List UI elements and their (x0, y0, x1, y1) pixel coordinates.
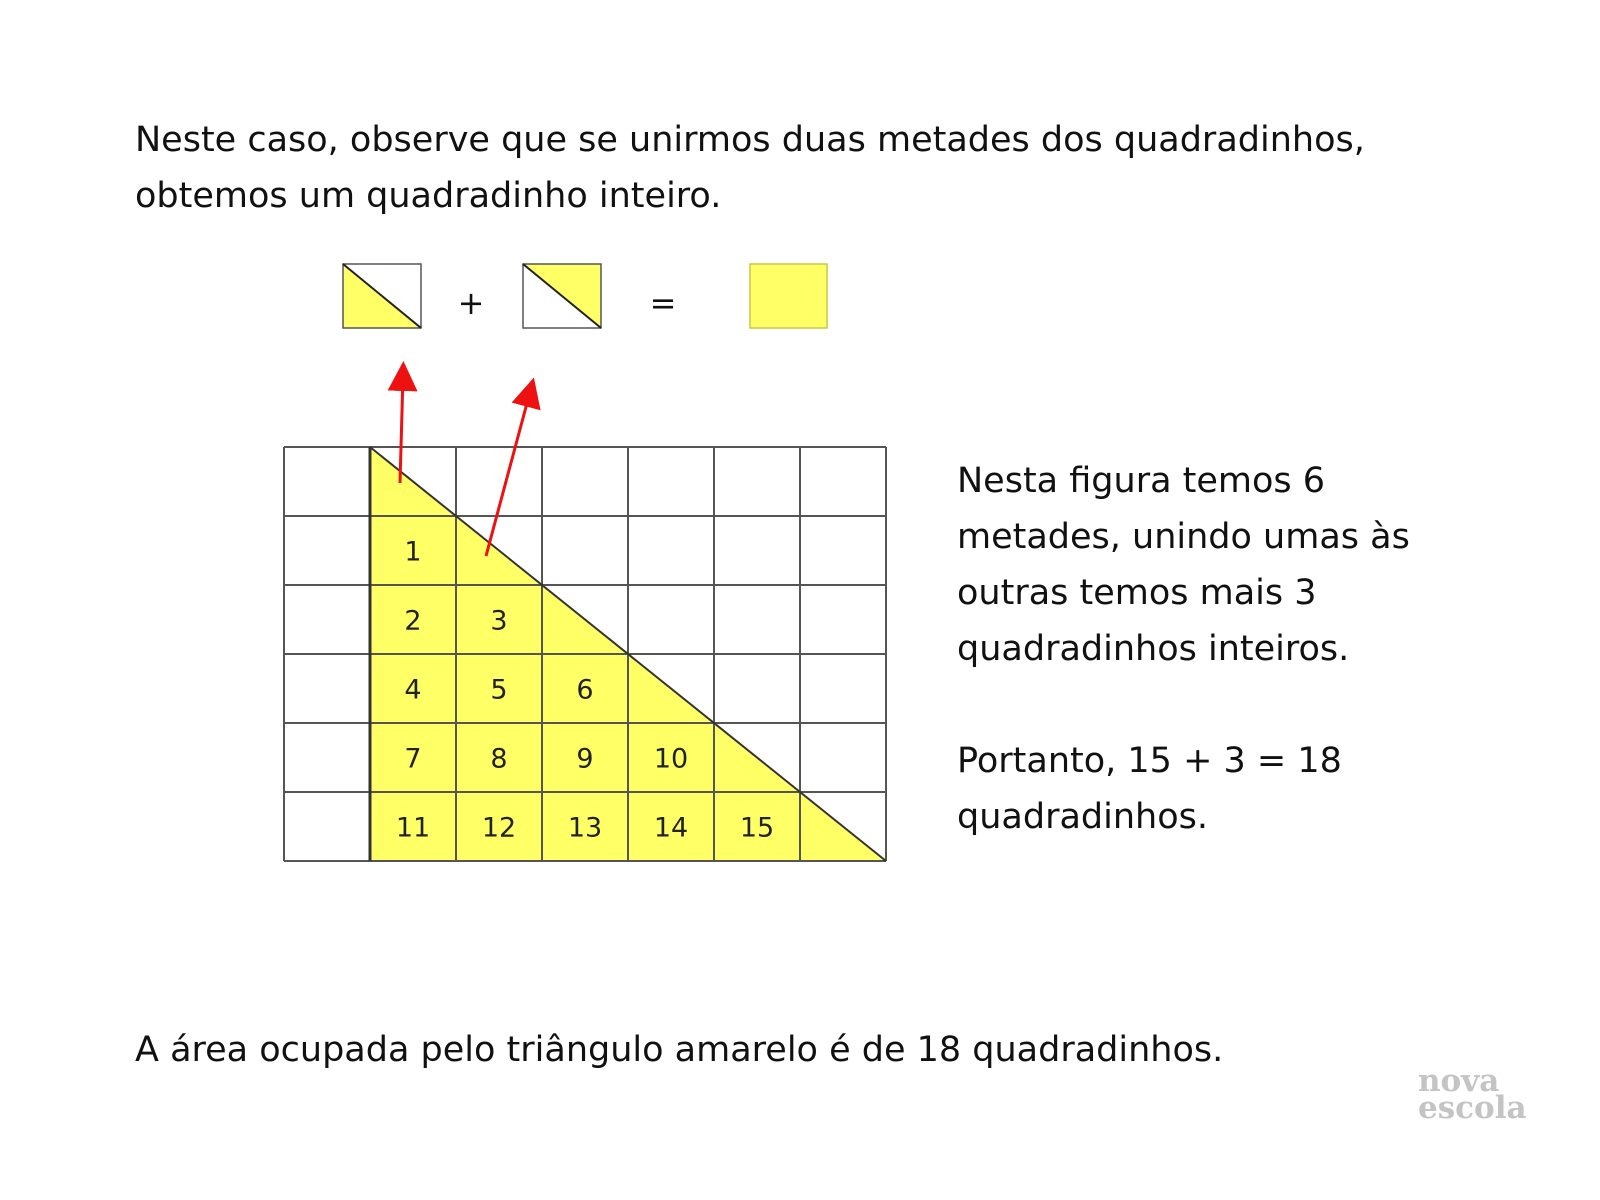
side-line-3: outras temos mais 3 (957, 573, 1317, 613)
cell-number: 10 (653, 743, 689, 775)
nova-escola-logo (1418, 1063, 1558, 1126)
intro-line-2: obtemos um quadradinho inteiro. (135, 176, 722, 216)
side-line-4: quadradinhos inteiros. (957, 629, 1350, 669)
cell-number: 1 (404, 536, 422, 568)
cell-number: 6 (576, 674, 594, 706)
whole-square (750, 264, 827, 328)
logo-line-2: escola (1418, 1090, 1527, 1126)
side-line-2: metades, unindo umas às (957, 517, 1410, 557)
cell-number: 11 (395, 812, 431, 844)
cell-number: 14 (653, 812, 689, 844)
conclusion-text: A área ocupada pelo triângulo amarelo é de 18 quadradinhos. (135, 1030, 1224, 1070)
cell-number: 3 (490, 605, 508, 637)
cell-number: 12 (481, 812, 517, 844)
square-grid (284, 447, 886, 861)
cell-number: 5 (490, 674, 508, 706)
cell-number: 8 (490, 743, 508, 775)
cell-number: 7 (404, 743, 422, 775)
arrow-to-second-half (486, 392, 530, 556)
side-line-6: quadradinhos. (957, 797, 1208, 837)
half-square-upper-right (523, 264, 601, 328)
side-line-1: Nesta figura temos 6 (957, 461, 1326, 501)
intro-line-1: Neste caso, observe que se unirmos duas metades dos quadradinhos, (135, 120, 1365, 160)
cell-number: 4 (404, 674, 422, 706)
cell-number: 9 (576, 743, 594, 775)
side-line-5: Portanto, 15 + 3 = 18 (957, 741, 1342, 781)
equals-sign: = (649, 284, 677, 322)
cell-number: 15 (739, 812, 775, 844)
cell-number: 2 (404, 605, 422, 637)
arrow-to-first-half (400, 376, 403, 483)
cell-number: 13 (567, 812, 603, 844)
logo-line-1: nova (1418, 1063, 1500, 1099)
plus-sign: + (457, 284, 485, 322)
side-explanation (957, 453, 1517, 845)
half-square-lower-left (343, 264, 421, 328)
